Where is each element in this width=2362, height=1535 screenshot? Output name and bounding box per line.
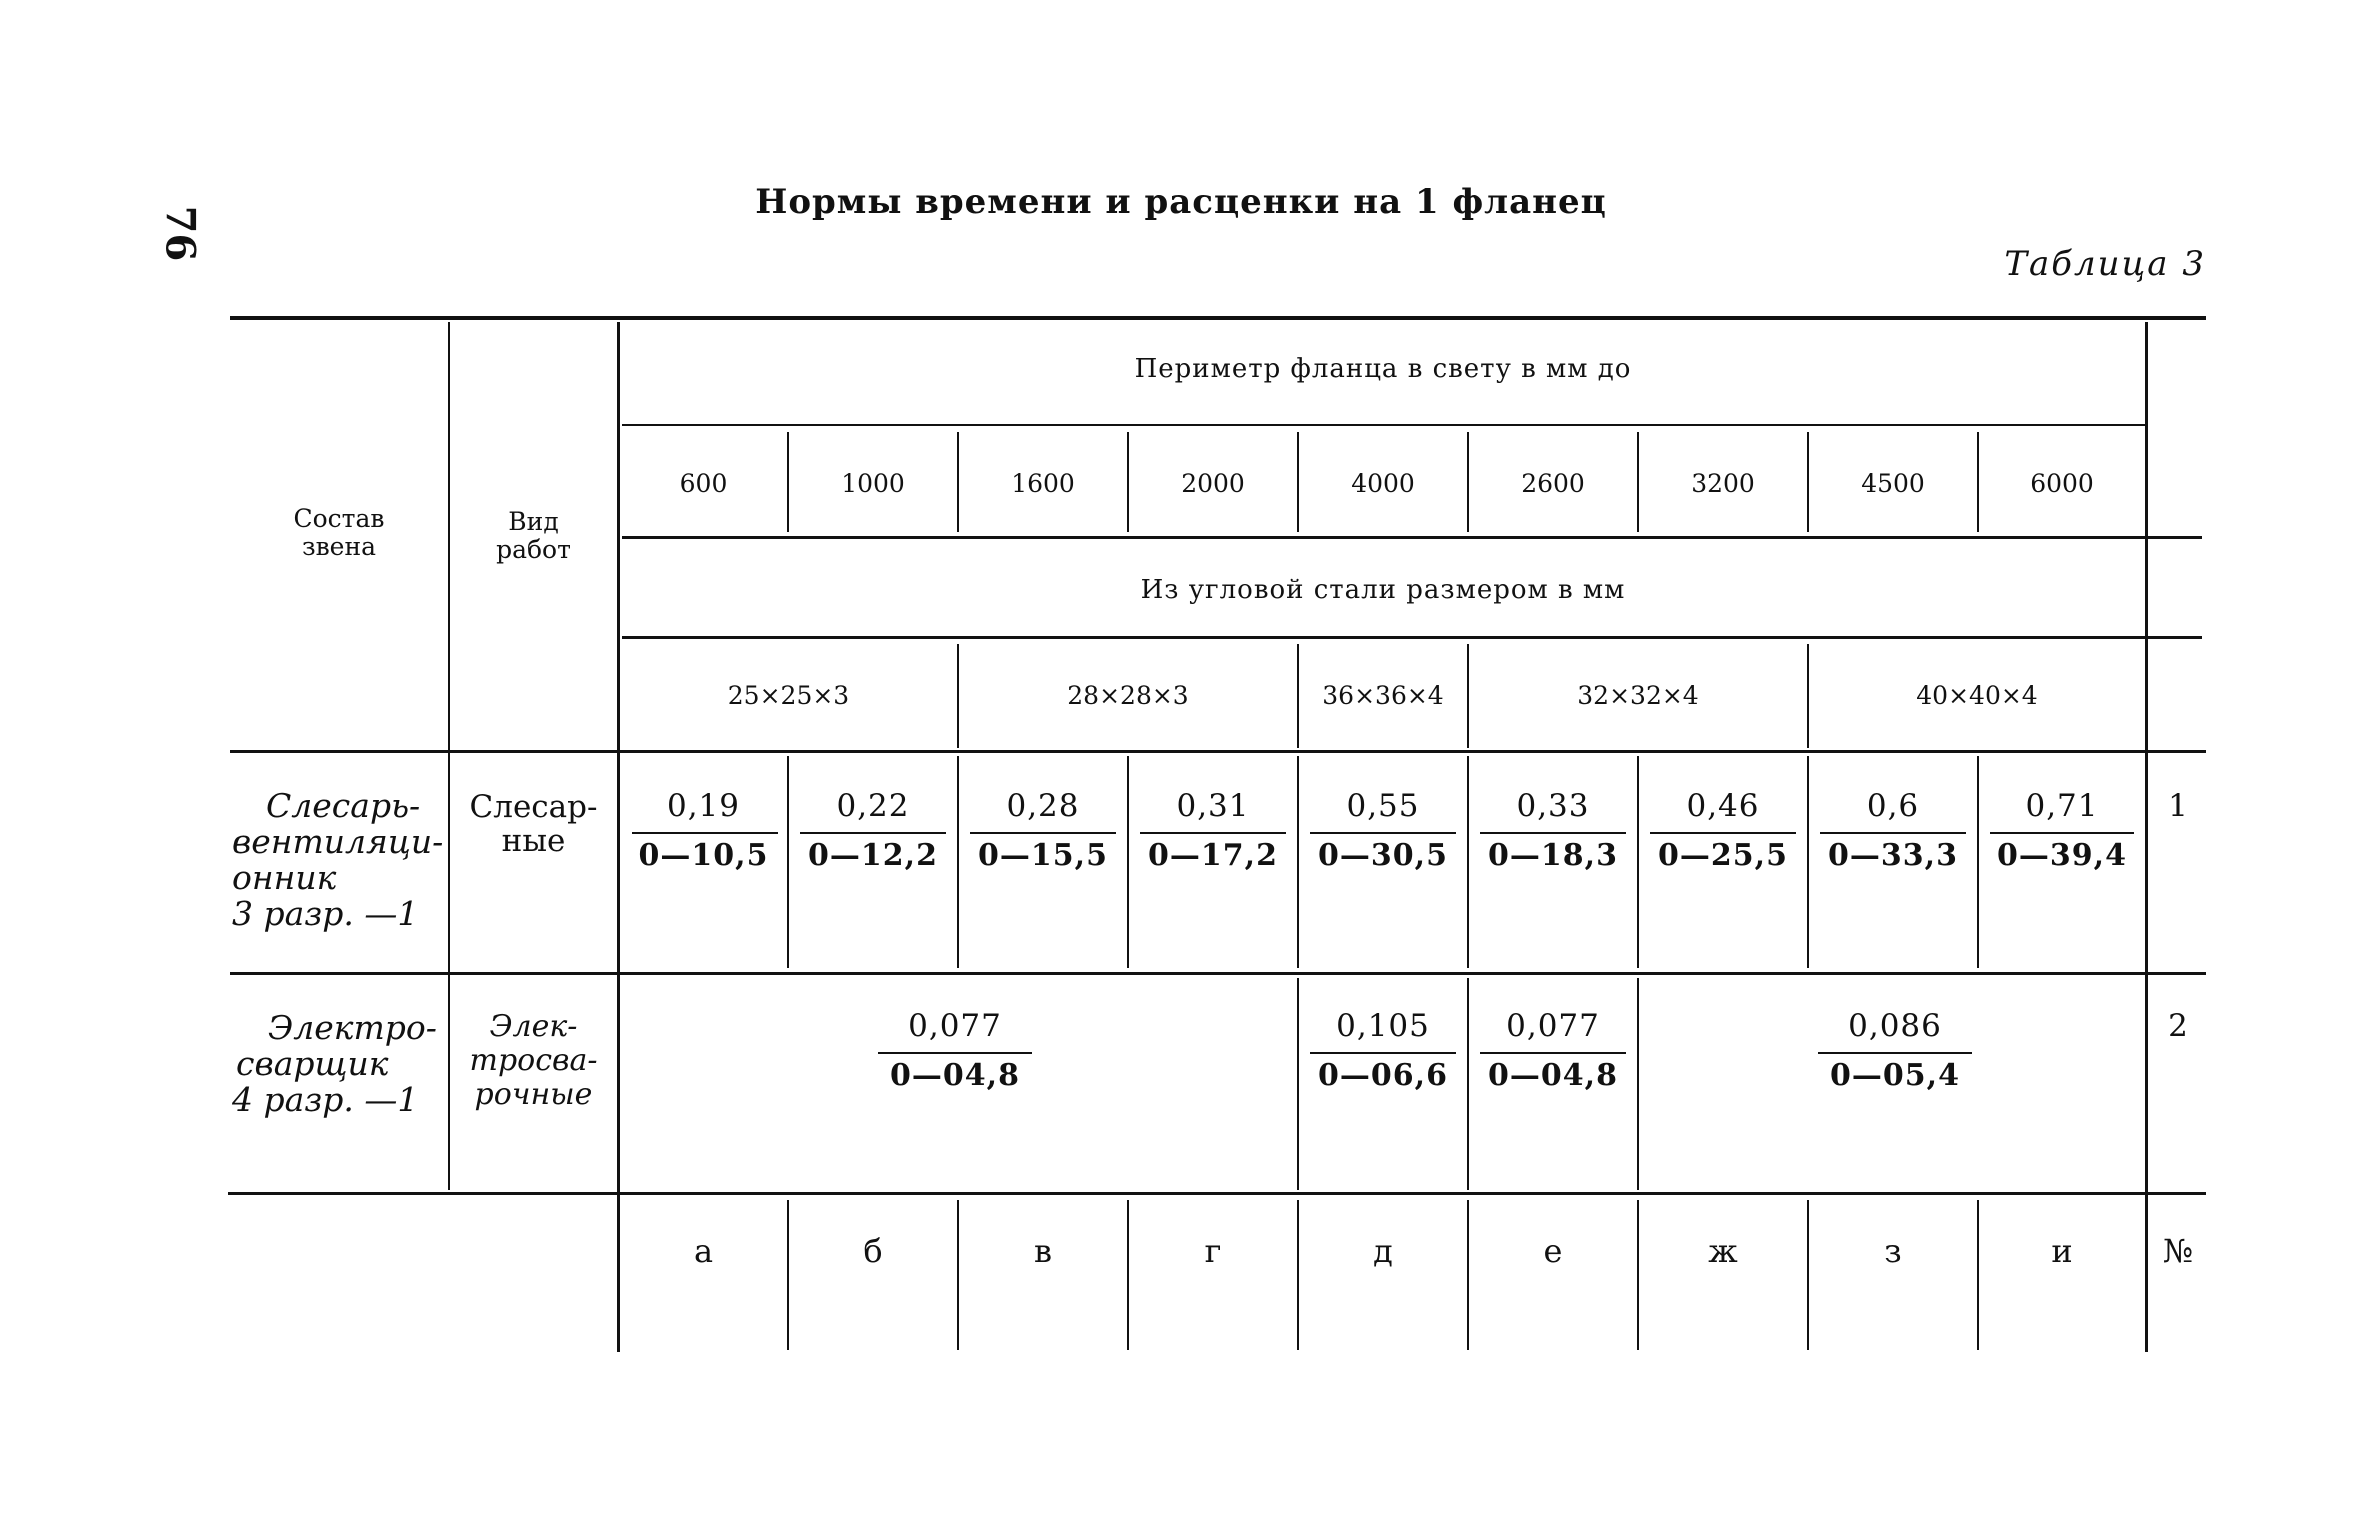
- norm-value: 0,46: [1686, 788, 1760, 824]
- rate-value: 0—05,4: [1830, 1058, 1960, 1093]
- norm-value: 0,105: [1336, 1008, 1430, 1044]
- crew-cell: Электро- сварщик 4 разр. —1: [232, 1008, 437, 1119]
- perimeter-header: Периметр фланца в свету в мм до: [1134, 354, 1632, 384]
- perimeter-value: 4500: [1861, 469, 1925, 498]
- rate-value: 0—39,4: [1997, 838, 2127, 873]
- number-column-header: №: [2162, 1232, 2194, 1270]
- perimeter-value: 1000: [841, 469, 905, 498]
- column-letter: е: [1543, 1232, 1563, 1270]
- angle-size: 28×28×3: [1067, 681, 1189, 710]
- angle-size: 32×32×4: [1577, 681, 1699, 710]
- norm-value: 0,077: [1506, 1008, 1600, 1044]
- rate-value: 0—06,6: [1318, 1058, 1448, 1093]
- norm-value: 0,086: [1848, 1008, 1942, 1044]
- column-letter: ж: [1708, 1232, 1738, 1270]
- norm-value: 0,71: [2025, 788, 2099, 824]
- rate-value: 0—15,5: [978, 838, 1108, 873]
- work-type-cell: Элек- тросва- рочные: [469, 1009, 598, 1112]
- norm-value: 0,28: [1006, 788, 1080, 824]
- norm-value: 0,19: [666, 788, 741, 824]
- row-number: 1: [2168, 788, 2188, 824]
- crew-cell: Слесарь- вентиляци- онник 3 разр. —1: [232, 786, 444, 933]
- rate-value: 0—17,2: [1148, 838, 1278, 873]
- angle-size: 36×36×4: [1322, 681, 1444, 710]
- norm-value: 0,33: [1516, 788, 1590, 824]
- row-number: 2: [2168, 1008, 2188, 1044]
- perimeter-value: 4000: [1351, 469, 1415, 498]
- norm-value: 0,077: [908, 1008, 1002, 1044]
- rate-value: 0—12,2: [808, 838, 938, 873]
- perimeter-value: 2000: [1181, 469, 1245, 498]
- work-type-header: Вид работ: [496, 507, 571, 564]
- perimeter-value: 1600: [1011, 469, 1075, 498]
- perimeter-value: 2600: [1521, 469, 1585, 498]
- perimeter-value: 600: [679, 469, 728, 498]
- rate-value: 0—04,8: [1488, 1058, 1618, 1093]
- rate-value: 0—30,5: [1318, 838, 1448, 873]
- angle-size: 25×25×3: [727, 681, 850, 710]
- column-letter: и: [2051, 1232, 2073, 1270]
- column-letter: б: [863, 1232, 883, 1270]
- column-letter: г: [1204, 1232, 1222, 1270]
- column-letter: а: [693, 1232, 714, 1270]
- perimeter-value: 6000: [2030, 469, 2094, 498]
- norm-value: 0,55: [1346, 788, 1420, 824]
- rate-value: 0—33,3: [1828, 838, 1958, 873]
- column-letter: з: [1884, 1232, 1902, 1270]
- norm-value: 0,31: [1176, 788, 1250, 824]
- rate-value: 0—10,5: [638, 838, 769, 873]
- page-number: 76: [156, 205, 204, 262]
- angle-size: 40×40×4: [1916, 681, 2038, 710]
- page-title: Нормы времени и расценки на 1 фланец: [755, 182, 1607, 222]
- rate-value: 0—04,8: [890, 1058, 1020, 1093]
- perimeter-value: 3200: [1691, 469, 1755, 498]
- crew-header: Состав звена: [293, 504, 385, 561]
- rate-value: 0—18,3: [1488, 838, 1618, 873]
- norm-value: 0,6: [1866, 788, 1920, 824]
- column-letter: д: [1373, 1232, 1393, 1270]
- angle-steel-header: Из угловой стали размером в мм: [1140, 575, 1626, 605]
- work-type-cell: Слесар- ные: [469, 789, 598, 859]
- column-letter: в: [1033, 1232, 1052, 1270]
- table-label: Таблица 3: [2004, 244, 2206, 284]
- rate-value: 0—25,5: [1658, 838, 1788, 873]
- norm-value: 0,22: [836, 788, 910, 824]
